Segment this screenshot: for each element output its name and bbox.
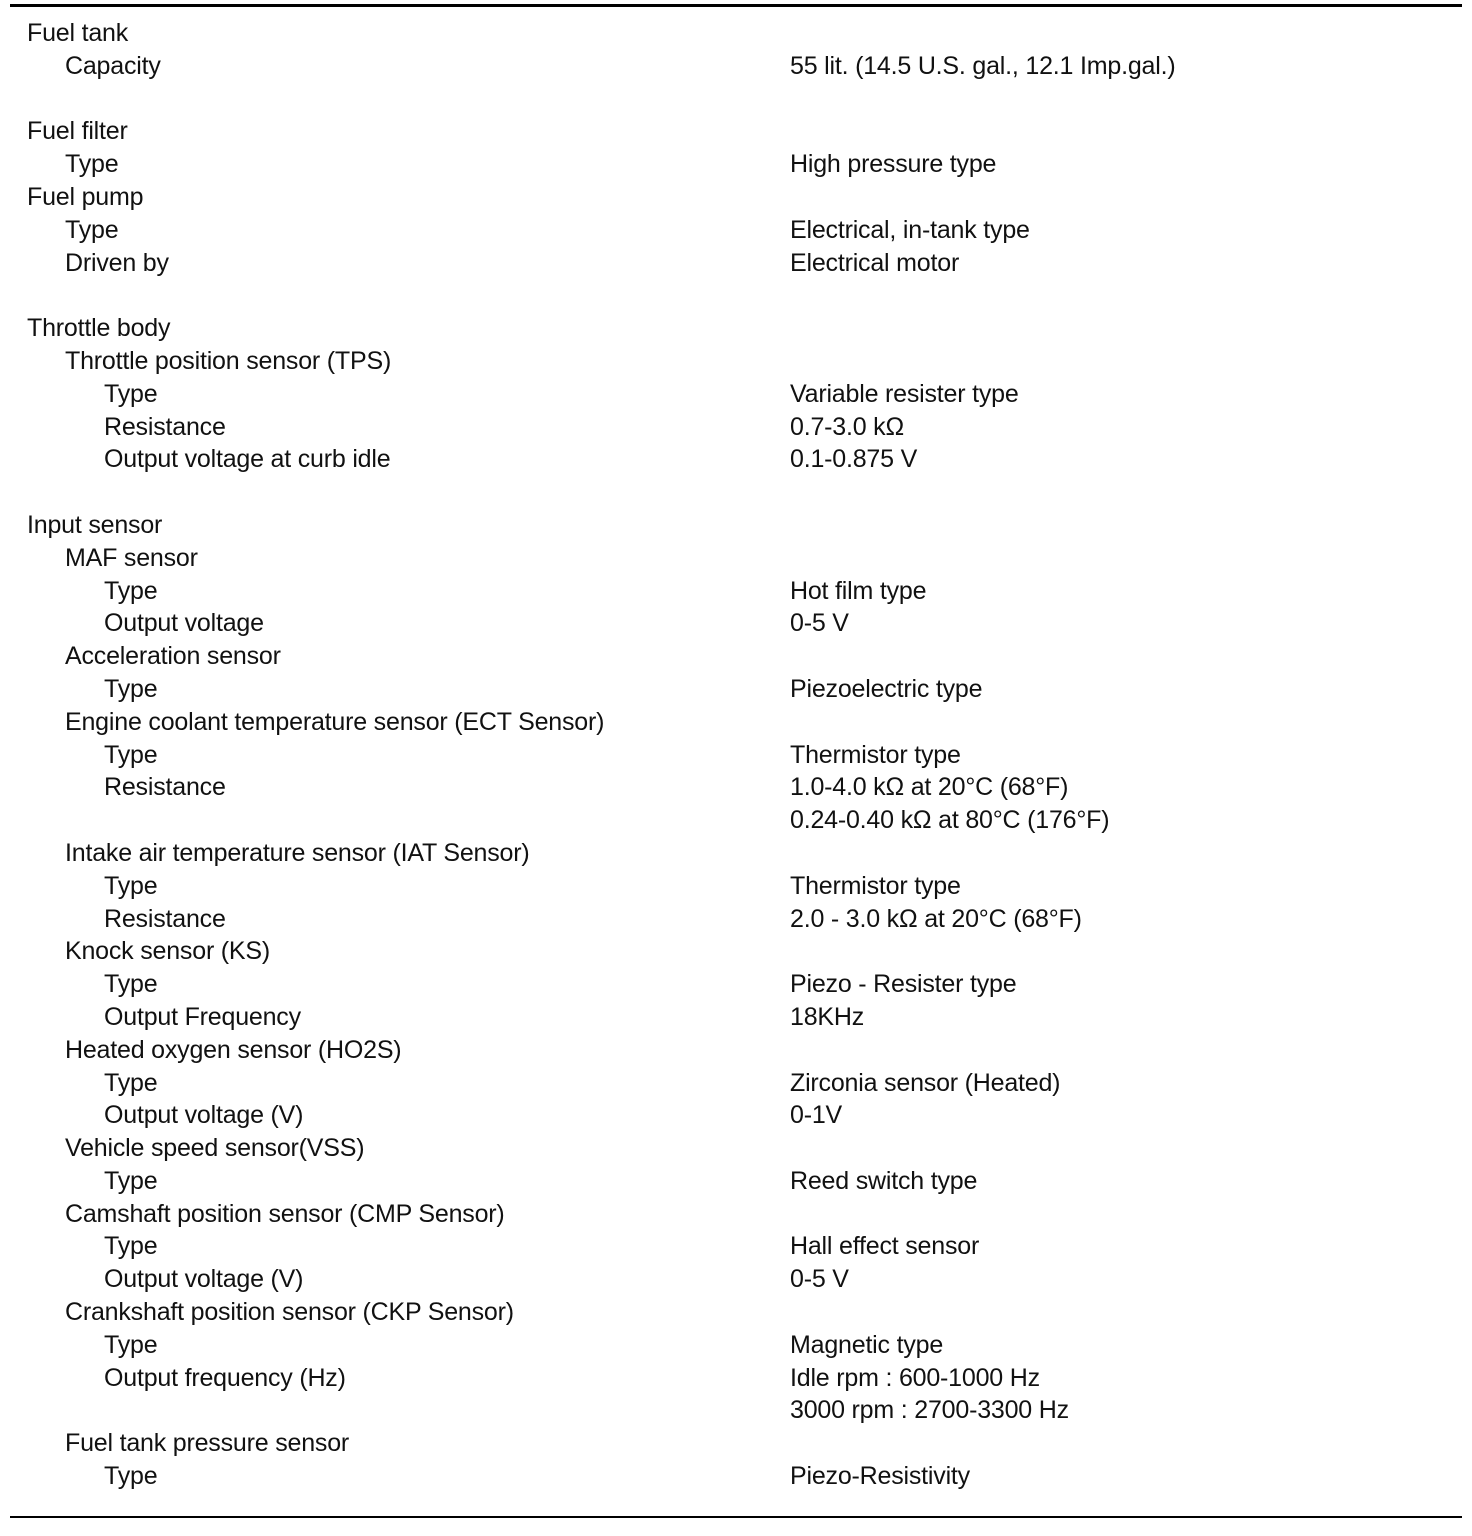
- spec-value: Thermistor type: [790, 871, 961, 900]
- subsection-row: [0, 706, 1472, 739]
- spec-value: 0.1-0.875 V: [790, 445, 918, 474]
- section-heading: Throttle body: [27, 314, 171, 343]
- spec-value: Hot film type: [790, 576, 927, 605]
- spec-value: Hall effect sensor: [790, 1232, 980, 1261]
- section-row: [0, 509, 1472, 542]
- spec-label: Type: [104, 871, 158, 900]
- spec-value: 2.0 - 3.0 kΩ at 20°C (68°F): [790, 904, 1082, 933]
- spec-value: High pressure type: [790, 150, 997, 179]
- spec-label: Type: [104, 1166, 158, 1195]
- spacer-row: [0, 476, 1472, 509]
- subsection-row: [0, 50, 1472, 83]
- subsection-row: [0, 935, 1472, 968]
- spec-label: Resistance: [104, 412, 226, 441]
- subsection-row: [0, 214, 1472, 247]
- spec-label: Heated oxygen sensor (HO2S): [65, 1035, 402, 1064]
- spec-row: [0, 1230, 1472, 1263]
- spec-row: [0, 968, 1472, 1001]
- spec-value: 0.7-3.0 kΩ: [790, 412, 904, 441]
- spec-label: Type: [104, 1462, 158, 1491]
- spec-value: 18KHz: [790, 1002, 865, 1031]
- spec-row: [0, 771, 1472, 804]
- section-row: [0, 312, 1472, 345]
- spec-label: Output voltage at curb idle: [104, 445, 391, 474]
- spec-label: Camshaft position sensor (CMP Sensor): [65, 1199, 505, 1228]
- spec-label: Resistance: [104, 773, 226, 802]
- spec-label: Type: [104, 674, 158, 703]
- spec-value: Electrical motor: [790, 248, 960, 277]
- spec-row: [0, 1263, 1472, 1296]
- spacer-row: [0, 279, 1472, 312]
- subsection-row: [0, 1034, 1472, 1067]
- spec-row: [0, 1394, 1472, 1427]
- spec-value: Zirconia sensor (Heated): [790, 1068, 1061, 1097]
- spec-label: Capacity: [65, 51, 161, 80]
- spec-label: Type: [65, 215, 119, 244]
- spec-label: Type: [104, 379, 158, 408]
- spec-row: [0, 870, 1472, 903]
- spec-row: [0, 607, 1472, 640]
- spec-label: Type: [104, 970, 158, 999]
- spec-value: Electrical, in-tank type: [790, 215, 1030, 244]
- bottom-rule: [10, 1516, 1462, 1518]
- spec-value: Piezo - Resister type: [790, 970, 1017, 999]
- spec-row: [0, 673, 1472, 706]
- spec-label: Driven by: [65, 248, 169, 277]
- spec-label: Output Frequency: [104, 1002, 301, 1031]
- subsection-row: [0, 345, 1472, 378]
- section-heading: Fuel pump: [27, 182, 144, 211]
- spec-value: Reed switch type: [790, 1166, 978, 1195]
- subsection-row: [0, 640, 1472, 673]
- spec-row: [0, 411, 1472, 444]
- subsection-row: [0, 1427, 1472, 1460]
- spec-row: [0, 903, 1472, 936]
- spec-label: Fuel tank pressure sensor: [65, 1429, 350, 1458]
- spec-label: Acceleration sensor: [65, 642, 281, 671]
- spec-row: [0, 575, 1472, 608]
- spec-label: Crankshaft position sensor (CKP Sensor): [65, 1298, 514, 1327]
- spec-value: Thermistor type: [790, 740, 961, 769]
- spec-row: [0, 1362, 1472, 1395]
- spec-label: Knock sensor (KS): [65, 937, 271, 966]
- subsection-row: [0, 1296, 1472, 1329]
- spec-row: [0, 378, 1472, 411]
- spec-row: [0, 804, 1472, 837]
- spec-label: Intake air temperature sensor (IAT Sensor): [65, 838, 530, 867]
- spec-value: 3000 rpm : 2700-3300 Hz: [790, 1396, 1069, 1425]
- spec-label: Type: [104, 1068, 158, 1097]
- spec-label: Throttle position sensor (TPS): [65, 346, 392, 375]
- section-heading: Input sensor: [27, 510, 163, 539]
- subsection-row: [0, 247, 1472, 280]
- spec-value: Piezo-Resistivity: [790, 1462, 970, 1491]
- spec-label: Type: [104, 740, 158, 769]
- spec-row: [0, 1460, 1472, 1493]
- spec-label: MAF sensor: [65, 543, 198, 572]
- spec-label: Engine coolant temperature sensor (ECT Sensor): [65, 707, 605, 736]
- section-heading: Fuel filter: [27, 117, 128, 146]
- spacer-row: [0, 83, 1472, 116]
- spec-label: Type: [104, 1330, 158, 1359]
- spec-row: [0, 1165, 1472, 1198]
- spec-value: 0-5 V: [790, 609, 849, 638]
- spec-list: [0, 17, 1472, 1493]
- spec-value: 0-5 V: [790, 1265, 849, 1294]
- spec-row: [0, 443, 1472, 476]
- section-row: [0, 17, 1472, 50]
- spec-label: Output voltage (V): [104, 1101, 304, 1130]
- spec-row: [0, 1067, 1472, 1100]
- spec-row: [0, 1001, 1472, 1034]
- top-rule: [10, 4, 1462, 7]
- spec-label: Output frequency (Hz): [104, 1363, 346, 1392]
- spec-row: [0, 1329, 1472, 1362]
- spec-value: Idle rpm : 600-1000 Hz: [790, 1363, 1040, 1392]
- spec-value: Magnetic type: [790, 1330, 944, 1359]
- section-heading: Fuel tank: [27, 19, 129, 47]
- spec-value: 55 lit. (14.5 U.S. gal., 12.1 Imp.gal.): [790, 51, 1176, 80]
- subsection-row: [0, 1198, 1472, 1231]
- spec-label: Type: [104, 576, 158, 605]
- spec-label: Output voltage: [104, 609, 264, 638]
- spec-row: [0, 1099, 1472, 1132]
- spec-value: Piezoelectric type: [790, 674, 983, 703]
- subsection-row: [0, 1132, 1472, 1165]
- subsection-row: [0, 148, 1472, 181]
- spec-value: 1.0-4.0 kΩ at 20°C (68°F): [790, 773, 1069, 802]
- spec-label: Type: [65, 150, 119, 179]
- spec-label: Resistance: [104, 904, 226, 933]
- spec-label: Output voltage (V): [104, 1265, 304, 1294]
- section-row: [0, 181, 1472, 214]
- subsection-row: [0, 542, 1472, 575]
- spec-label: Vehicle speed sensor(VSS): [65, 1134, 365, 1163]
- section-row: [0, 115, 1472, 148]
- spec-label: Type: [104, 1232, 158, 1261]
- spec-value: 0.24-0.40 kΩ at 80°C (176°F): [790, 806, 1110, 835]
- spec-row: [0, 739, 1472, 772]
- subsection-row: [0, 837, 1472, 870]
- spec-value: Variable resister type: [790, 379, 1019, 408]
- spec-value: 0-1V: [790, 1101, 843, 1130]
